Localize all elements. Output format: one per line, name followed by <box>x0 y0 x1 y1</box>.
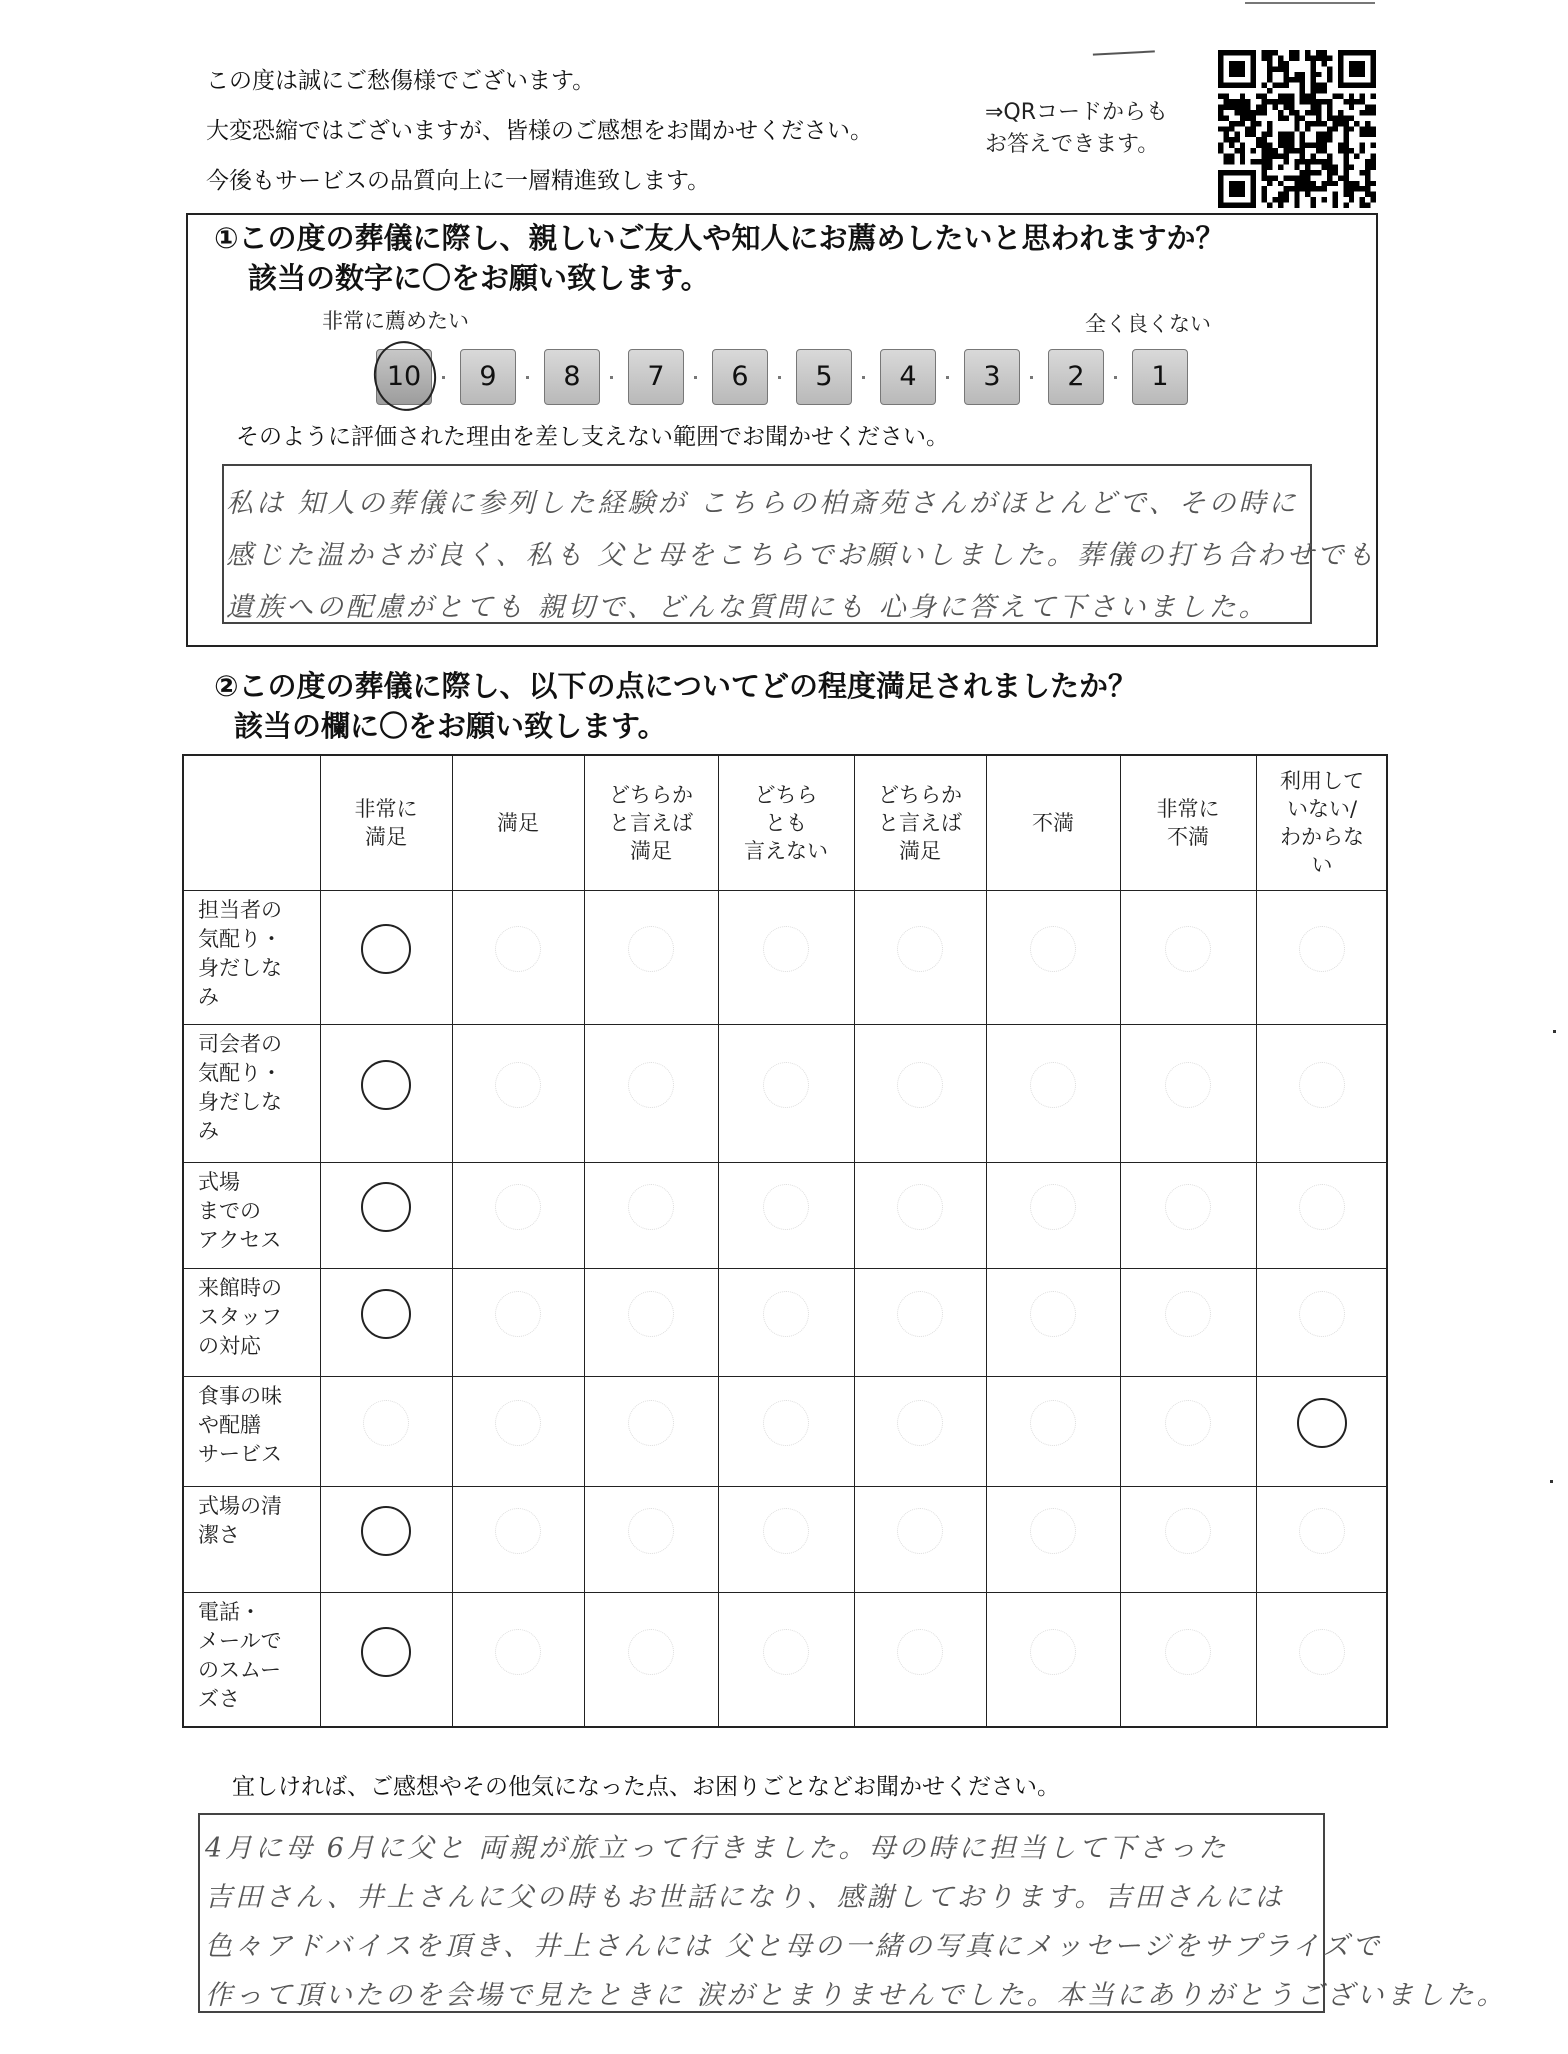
intro-text <box>206 56 873 206</box>
row-header-line: 潔さ <box>198 1523 240 1547</box>
reason-prompt: そのように評価された理由を差し支えない範囲でお聞かせください。 <box>236 424 949 450</box>
answer-option-circle[interactable] <box>763 926 809 972</box>
answer-option-circle[interactable] <box>363 1400 409 1446</box>
column-header <box>1120 795 1256 851</box>
table-row-divider <box>184 1592 1388 1593</box>
row-header <box>198 1168 281 1255</box>
answer-option-circle[interactable] <box>897 926 943 972</box>
rating-box-6[interactable]: 6 <box>712 349 768 405</box>
answer-option-circle[interactable] <box>1165 1184 1211 1230</box>
scan-edge-line <box>1245 2 1375 4</box>
question-1-title-line-2: 該当の数字に〇をお願い致します。 <box>248 261 710 295</box>
intro-line-1: この度は誠にご愁傷様でございます。 <box>206 68 596 94</box>
column-header-line: 非常に <box>354 797 418 821</box>
column-header <box>1256 767 1388 879</box>
question-2-title <box>214 666 1137 746</box>
row-header-line: 司会者の <box>198 1032 282 1056</box>
table-row-divider <box>184 1376 1388 1377</box>
row-header-line: までの <box>198 1199 261 1223</box>
reason-line-1: 私は 知人の葬儀に参列した経験が こちらの柏斎苑さんがほとんどで、その時に <box>226 488 1299 519</box>
column-header-line: とも <box>765 811 807 835</box>
table-row-divider <box>184 1486 1388 1487</box>
table-row-divider <box>184 1024 1388 1025</box>
answer-option-circle[interactable] <box>1165 1062 1211 1108</box>
answer-option-circle[interactable] <box>763 1629 809 1675</box>
answer-option-circle[interactable] <box>628 1508 674 1554</box>
answer-option-circle[interactable] <box>763 1400 809 1446</box>
answer-option-circle[interactable] <box>897 1508 943 1554</box>
row-header <box>198 896 282 1012</box>
satisfaction-table <box>182 754 1388 1728</box>
column-header-line: どちら <box>754 783 818 807</box>
reason-line-3: 遺族への配慮がとても 親切で、どんな質問にも 心身に答えて下さいました。 <box>226 592 1269 623</box>
column-header-line: 満足 <box>365 825 407 849</box>
column-header-line: 言えない <box>744 839 828 863</box>
row-header <box>198 1274 282 1361</box>
row-header <box>198 1030 282 1146</box>
row-header-line: 食事の味 <box>198 1384 282 1408</box>
answer-option-circle[interactable] <box>1165 1629 1211 1675</box>
column-header-line: 満足 <box>630 839 672 863</box>
row-header-line: の対応 <box>198 1334 261 1358</box>
column-header <box>452 809 584 837</box>
answer-option-circle[interactable] <box>1030 1291 1076 1337</box>
column-header-line: 満足 <box>899 839 941 863</box>
row-header-line: 来館時の <box>198 1276 282 1300</box>
scan-speck <box>1550 1480 1553 1483</box>
row-header-line: 式場の清 <box>198 1494 282 1518</box>
answer-option-circle[interactable] <box>495 1400 541 1446</box>
column-header <box>718 781 854 865</box>
row-header <box>198 1598 282 1714</box>
rating-box-7[interactable]: 7 <box>628 349 684 405</box>
answer-option-circle[interactable] <box>1299 1291 1345 1337</box>
scale-right-label: 全く良くない <box>1085 312 1211 336</box>
table-row-divider <box>184 1162 1388 1163</box>
answer-option-circle[interactable] <box>628 1184 674 1230</box>
column-header-line: 非常に <box>1156 797 1220 821</box>
row-header-line: み <box>198 985 219 1009</box>
selected-answer-circle[interactable] <box>1297 1398 1347 1448</box>
answer-option-circle[interactable] <box>897 1291 943 1337</box>
answer-option-circle[interactable] <box>495 1291 541 1337</box>
answer-option-circle[interactable] <box>1299 1508 1345 1554</box>
column-header <box>320 795 452 851</box>
column-header <box>584 781 718 865</box>
answer-option-circle[interactable] <box>1165 1291 1211 1337</box>
table-column-divider <box>986 756 987 1728</box>
row-header-line: のスムー <box>198 1658 281 1682</box>
rating-separator-dot <box>442 376 445 379</box>
rating-separator-dot <box>610 376 613 379</box>
comment-line-2: 吉田さん、井上さんに父の時もお世話になり、感謝しております。吉田さんには <box>205 1882 1285 1913</box>
qr-note-line-2: お答えできます。 <box>985 132 1160 157</box>
rating-separator-dot <box>526 376 529 379</box>
answer-option-circle[interactable] <box>495 1184 541 1230</box>
column-header-line: わからな <box>1280 825 1364 849</box>
answer-option-circle[interactable] <box>1030 1062 1076 1108</box>
scale-left-label: 非常に薦めたい <box>322 309 469 333</box>
selected-answer-circle[interactable] <box>361 1627 411 1677</box>
column-header-line: い <box>1311 853 1333 877</box>
selected-answer-circle[interactable] <box>361 1182 411 1232</box>
qr-note <box>985 97 1168 161</box>
answer-option-circle[interactable] <box>495 1508 541 1554</box>
answer-option-circle[interactable] <box>495 1629 541 1675</box>
row-header <box>198 1492 282 1550</box>
pen-mark <box>1093 50 1155 61</box>
answer-option-circle[interactable] <box>1030 1629 1076 1675</box>
column-header-line: と言えば <box>878 811 962 835</box>
row-header-line: メールで <box>198 1629 282 1653</box>
comment-prompt: 宜しければ、ご感想やその他気になった点、お困りごとなどお聞かせください。 <box>232 1774 1060 1800</box>
question-1-title-line-1: ①この度の葬儀に際し、親しいご友人や知人にお薦めしたいと思われますか？ <box>214 221 1225 255</box>
rating-separator-dot <box>694 376 697 379</box>
rating-separator-dot <box>1030 376 1033 379</box>
answer-option-circle[interactable] <box>495 926 541 972</box>
column-header-line: いない/ <box>1286 797 1358 821</box>
rating-box-10[interactable]: 10 <box>376 349 432 405</box>
column-header <box>854 781 986 865</box>
selected-answer-circle[interactable] <box>361 1060 411 1110</box>
row-header-line: 身だしな <box>198 1090 282 1114</box>
qr-code-icon[interactable] <box>1218 50 1376 208</box>
column-header-line: 不満 <box>1167 825 1209 849</box>
row-header-line: 身だしな <box>198 956 282 980</box>
answer-option-circle[interactable] <box>628 1629 674 1675</box>
question-1-title <box>214 218 1225 298</box>
rating-separator-dot <box>778 376 781 379</box>
column-header-line: どちらか <box>878 783 962 807</box>
column-header-line: と言えば <box>609 811 693 835</box>
column-header-line: どちらか <box>609 783 693 807</box>
answer-option-circle[interactable] <box>628 1291 674 1337</box>
answer-option-circle[interactable] <box>1299 1062 1345 1108</box>
selected-answer-circle[interactable] <box>361 1506 411 1556</box>
rating-box-2[interactable]: 2 <box>1048 349 1104 405</box>
rating-box-1[interactable]: 1 <box>1132 349 1188 405</box>
row-header-line: アクセス <box>198 1228 282 1252</box>
row-header-line: ズさ <box>198 1687 240 1711</box>
intro-line-3: 今後もサービスの品質向上に一層精進致します。 <box>206 168 711 194</box>
answer-option-circle[interactable] <box>897 1629 943 1675</box>
table-column-divider <box>452 756 453 1728</box>
answer-option-circle[interactable] <box>897 1062 943 1108</box>
selected-answer-circle[interactable] <box>361 1289 411 1339</box>
table-column-divider <box>584 756 585 1728</box>
table-column-divider <box>1256 756 1257 1728</box>
comment-handwritten-text <box>205 1824 1507 2020</box>
comment-line-4: 作って頂いたのを会場で見たときに 涙がとまりませんでした。本当にありがとうございました。 <box>205 1980 1507 2011</box>
table-column-divider <box>320 756 321 1728</box>
rating-separator-dot <box>946 376 949 379</box>
table-column-divider <box>718 756 719 1728</box>
table-column-divider <box>854 756 855 1728</box>
answer-option-circle[interactable] <box>897 1184 943 1230</box>
comment-line-1: 4月に母 6月に父と 両親が旅立って行きました。母の時に担当して下さった <box>205 1833 1229 1864</box>
answer-option-circle[interactable] <box>1165 926 1211 972</box>
row-header-line: や配膳 <box>198 1413 261 1437</box>
reason-line-2: 感じた温かさが良く、私も 父と母をこちらでお願いしました。葬儀の打ち合わせでも <box>226 540 1377 571</box>
row-header-line: サービス <box>198 1442 282 1466</box>
rating-box-4[interactable]: 4 <box>880 349 936 405</box>
table-row-divider <box>184 890 1388 891</box>
row-header-line: 担当者の <box>198 898 282 922</box>
row-header-line: 電話・ <box>198 1600 261 1624</box>
answer-option-circle[interactable] <box>763 1062 809 1108</box>
answer-option-circle[interactable] <box>1165 1400 1211 1446</box>
row-header-line: 気配り・ <box>198 1061 282 1085</box>
answer-option-circle[interactable] <box>1165 1508 1211 1554</box>
answer-option-circle[interactable] <box>1030 926 1076 972</box>
rating-box-8[interactable]: 8 <box>544 349 600 405</box>
answer-option-circle[interactable] <box>628 1400 674 1446</box>
answer-option-circle[interactable] <box>1299 1184 1345 1230</box>
scan-speck <box>1553 1030 1556 1033</box>
row-header <box>198 1382 282 1469</box>
rating-scale <box>376 349 1196 405</box>
answer-option-circle[interactable] <box>1030 1184 1076 1230</box>
intro-line-2: 大変恐縮ではございますが、皆様のご感想をお聞かせください。 <box>206 118 873 144</box>
rating-box-3[interactable]: 3 <box>964 349 1020 405</box>
answer-option-circle[interactable] <box>763 1291 809 1337</box>
answer-option-circle[interactable] <box>628 1062 674 1108</box>
comment-line-3: 色々アドバイスを頂き、井上さんには 父と母の一緒の写真にメッセージをサプライズで <box>205 1931 1382 1962</box>
answer-option-circle[interactable] <box>1030 1508 1076 1554</box>
rating-separator-dot <box>1114 376 1117 379</box>
answer-option-circle[interactable] <box>1030 1400 1076 1446</box>
rating-box-5[interactable]: 5 <box>796 349 852 405</box>
answer-option-circle[interactable] <box>1299 1629 1345 1675</box>
selected-answer-circle[interactable] <box>361 924 411 974</box>
rating-separator-dot <box>862 376 865 379</box>
question-2-title-line-1: ②この度の葬儀に際し、以下の点についてどの程度満足されましたか？ <box>214 669 1137 703</box>
table-row-divider <box>184 1268 1388 1269</box>
answer-option-circle[interactable] <box>897 1400 943 1446</box>
question-2-title-line-2: 該当の欄に〇をお願い致します。 <box>234 709 667 743</box>
column-header-line: 満足 <box>497 811 539 835</box>
answer-option-circle[interactable] <box>1299 926 1345 972</box>
answer-option-circle[interactable] <box>495 1062 541 1108</box>
qr-note-line-1: ⇒QRコードからも <box>985 100 1169 125</box>
answer-option-circle[interactable] <box>628 926 674 972</box>
table-column-divider <box>1120 756 1121 1728</box>
column-header <box>986 809 1120 837</box>
column-header-line: 利用して <box>1280 769 1364 793</box>
reason-handwritten-text <box>226 478 1377 634</box>
row-header-line: スタッフ <box>198 1305 282 1329</box>
row-header-line: 気配り・ <box>198 927 282 951</box>
row-header-line: 式場 <box>198 1170 240 1194</box>
rating-box-9[interactable]: 9 <box>460 349 516 405</box>
row-header-line: み <box>198 1119 219 1143</box>
column-header-line: 不満 <box>1032 811 1074 835</box>
answer-option-circle[interactable] <box>763 1184 809 1230</box>
answer-option-circle[interactable] <box>763 1508 809 1554</box>
